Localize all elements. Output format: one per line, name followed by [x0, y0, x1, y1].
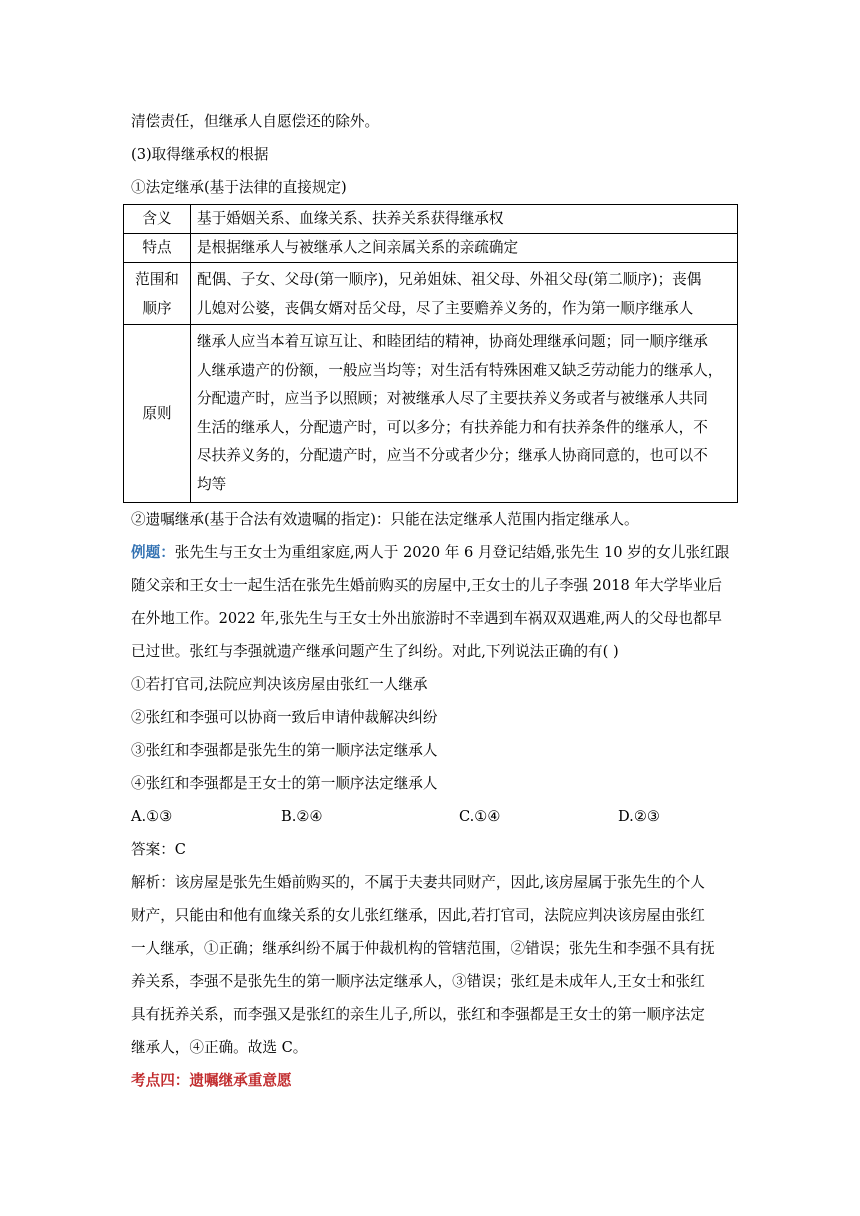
table-row — [124, 263, 738, 325]
option-c: C.①④ — [459, 808, 501, 825]
option-b: B.②④ — [281, 808, 323, 825]
statement-2: ②张红和李强可以协商一致后申请仲裁解决纠纷 — [131, 709, 438, 726]
legal-inheritance-heading: ①法定继承(基于法律的直接规定) — [131, 179, 347, 196]
statement-4: ④张红和李强都是王女士的第一顺序法定继承人 — [131, 775, 438, 792]
row-key: 原则 — [124, 325, 191, 503]
row-key: 含义 — [124, 205, 191, 234]
option-a: A.①③ — [131, 808, 173, 825]
table-row — [124, 325, 738, 503]
analysis-line: 具有抚养关系，而李强又是张红的亲生儿子,所以，张红和李强都是王女士的第一顺序法定 — [131, 1006, 705, 1023]
example-label: 例题： — [131, 544, 175, 561]
statement-3: ③张红和李强都是张先生的第一顺序法定继承人 — [131, 742, 438, 759]
table-row — [124, 234, 738, 263]
example-line: 例题：张先生与王女士为重组家庭,两人于 2020 年 6 月登记结婚,张先生 10 岁的女儿张红跟 — [131, 544, 730, 561]
row-key: 特点 — [124, 234, 191, 263]
next-section-heading: 考点四：遗嘱继承重意愿 — [131, 1072, 292, 1089]
document-body — [131, 105, 738, 1097]
section-heading: (3)取得继承权的根据 — [131, 146, 269, 163]
legal-inheritance-table — [123, 204, 738, 503]
row-key: 范围和 顺序 — [124, 263, 191, 325]
example-line: 在外地工作。2022 年,张先生与王女士外出旅游时不幸遇到车祸双双遇难,两人的父母也都早 — [131, 610, 723, 627]
analysis-line: 养关系，李强不是张先生的第一顺序法定继承人，③错误；张红是未成年人,王女士和张红 — [131, 973, 705, 990]
will-inheritance-line: ②遗嘱继承(基于合法有效遗嘱的指定)：只能在法定继承人范围内指定继承人。 — [131, 511, 639, 528]
analysis-line: 解析：该房屋是张先生婚前购买的，不属于夫妻共同财产，因此,该房屋属于张先生的个人 — [131, 874, 705, 891]
option-d: D.②③ — [618, 808, 660, 825]
analysis-line: 继承人，④正确。故选 C。 — [131, 1039, 308, 1056]
analysis-line: 一人继承，①正确；继承纠纷不属于仲裁机构的管辖范围，②错误；张先生和李强不具有抚 — [131, 940, 715, 957]
statement-1: ①若打官司,法院应判决该房屋由张红一人继承 — [131, 676, 428, 693]
example-line: 随父亲和王女士一起生活在张先生婚前购买的房屋中,王女士的儿子李强 2018 年大学毕业后 — [131, 577, 723, 594]
example-question — [131, 536, 738, 668]
example-line: 已过世。张红与李强就遗产继承问题产生了纠纷。对此,下列说法正确的有( ) — [131, 643, 619, 660]
row-value: 配偶、子女、父母(第一顺序)，兄弟姐妹、祖父母、外祖父母(第二顺序)；丧偶 儿媳对公婆，丧偶女婿对岳父母，尽了主要赡养义务的，作为第一顺序继承人 — [191, 263, 738, 325]
answer-options — [131, 800, 738, 833]
analysis — [131, 866, 738, 1064]
row-value: 是根据继承人与被继承人之间亲属关系的亲疏确定 — [191, 234, 738, 263]
answer-line: 答案：C — [131, 841, 186, 858]
table-row — [124, 205, 738, 234]
row-value: 基于婚姻关系、血缘关系、扶养关系获得继承权 — [191, 205, 738, 234]
intro-line: 清偿责任，但继承人自愿偿还的除外。 — [131, 113, 380, 130]
analysis-line: 财产，只能由和他有血缘关系的女儿张红继承，因此,若打官司，法院应判决该房屋由张红 — [131, 907, 705, 924]
row-value: 继承人应当本着互谅互让、和睦团结的精神，协商处理继承问题；同一顺序继承 人继承遗产的份额，一般应当均等；对生活有特殊困难又缺乏劳动能力的继承人， 分配遗产时，应当予以照顾；对被继承人尽了主要扶养义务或者与被继承人共同 生活的继承人，分配遗产时，可以多分；有扶养能力和有扶养条件的继承人，不 尽扶养义务的，分配遗产时，应当不分或者少分；继承人协商同意的，也可以不 均等 — [191, 325, 738, 503]
